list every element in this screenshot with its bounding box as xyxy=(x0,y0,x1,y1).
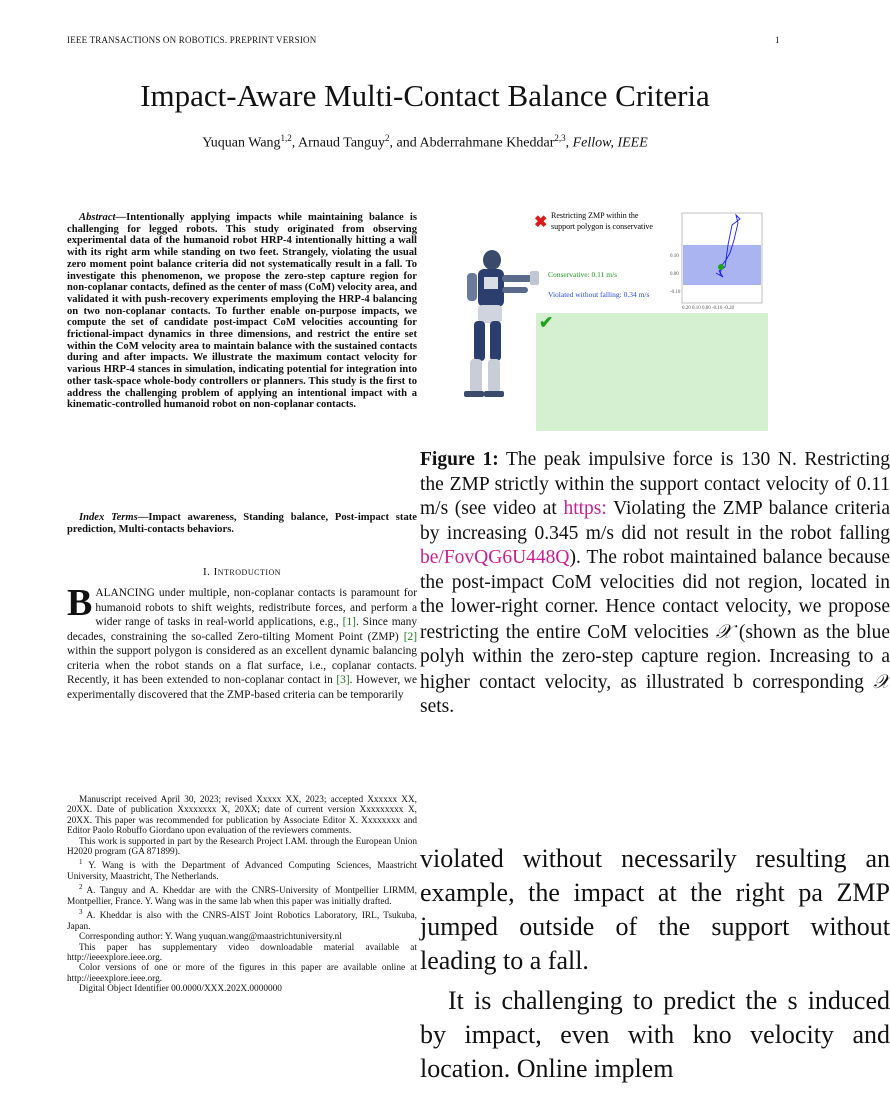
com-marker xyxy=(718,264,724,270)
restrict-label-2: support polygon is conservative xyxy=(551,222,653,231)
section-heading xyxy=(67,566,417,578)
footnote-doi: Digital Object Identifier 00.0000/XXX.202X.0000000 xyxy=(79,984,282,995)
check-icon: ✔ xyxy=(539,313,554,332)
robot-image xyxy=(464,250,539,397)
video-link-1[interactable]: https: xyxy=(563,498,607,519)
cross-icon: ✖ xyxy=(534,214,548,231)
figure-caption xyxy=(420,448,890,720)
math-symbol: 𝒳 xyxy=(715,619,733,643)
abstract-text: —Intentionally applying impacts while maintaining balance is challenging for legged robots. This study originated from observing experimental data of the humanoid robot HRP-4 intentionally hitting a wall with its right arm while standing on two feet. Strangely, violating the usual zero moment point balance criteria did not systematically result in a fall. To investigate this phenomenon, we propose the zero-step capture region for non-coplanar contacts, defined as the center of mass (CoM) velocity area, and validated it with push-recovery experiments employing the HRP-4 balancing on two non-coplanar contacts. To further enable on-purpose impacts, we compute the set of candidate post-impact CoM velocities accounting for frictional-impact dynamics in three dimensions, and restrict the entire set within the CoM velocity area to maintain balance with the sustained contacts during and after impacts. We illustrate the maximum contact velocity for various HRP-4 stances in simulation, indicating potential for integration into other task-space whole-body controllers or planners. This study is the first to address the challenging problem of applying an intentional impact with a kinematic-controlled humanoid robot on non-coplanar contacts. xyxy=(67,212,417,411)
footnote-affil-3 xyxy=(67,907,417,932)
author-3-affil: 2,3 xyxy=(554,133,566,143)
section-title: Introduction xyxy=(213,566,282,578)
paper-title: Impact-Aware Multi-Contact Balance Criteria xyxy=(140,78,710,113)
intro-text-2: . Since many decades, constraining the so-called Zero-tilting Moment Point (ZMP) xyxy=(67,616,418,643)
footnote-corresponding: Corresponding author: Y. Wang yuquan.wang@maastrichtuniversity.nl xyxy=(79,932,342,943)
citation-2[interactable]: [2] xyxy=(403,630,417,643)
body-paragraph-2: It is challenging to predict the s induced by impact, even with kno velocity and location. Online implem xyxy=(420,986,890,1083)
footnote-mark: 2 xyxy=(79,883,83,892)
intro-text-1: ALANCING under multiple, non-coplanar contacts is paramount for humanoid robots to shift weights, redistribute forces, and perform a wider range of tasks in real-world applications, e.g., xyxy=(95,587,417,628)
figure-1 xyxy=(420,205,850,440)
intro-paragraph xyxy=(67,582,418,702)
citation-1[interactable]: [1] xyxy=(342,616,356,628)
page-number: 1 xyxy=(775,35,780,45)
inset-xtick: 0.20 0.10 0.00 -0.10 -0.20 xyxy=(682,306,735,311)
footnote-mark: 1 xyxy=(79,858,83,867)
success-panel xyxy=(536,313,768,431)
drop-cap: B xyxy=(67,582,93,624)
inset-ytick: 0.00 xyxy=(670,272,679,277)
math-symbol: 𝒳 xyxy=(873,669,890,693)
figure-1-graphic xyxy=(420,205,850,440)
author-fellow: Fellow, IEEE xyxy=(572,135,648,151)
caption-text-1: The peak impulsive force is 130 N. Restricting the ZMP strictly within the support contact velocity of 0.11 m/s (see video at xyxy=(420,449,890,519)
index-terms-text: —Impact awareness, Standing balance, Post-impact state prediction, Multi-contacts behaviors. xyxy=(67,512,417,535)
inset-ytick: 0.10 xyxy=(670,254,679,259)
footnote-funding: This work is supported in part by the Research Project I.AM. through the European Union H2020 program (GA 871899). xyxy=(67,836,417,858)
caption-label: Figure 1: xyxy=(420,449,499,470)
footnote-text: Y. Wang is with the Department of Advanced Computing Sciences, Maastricht University, Maastricht, The Netherlands. xyxy=(67,861,418,882)
violated-label: Violated without falling: 0.34 m/s xyxy=(548,290,650,299)
abstract xyxy=(67,212,417,411)
footnote-supplementary: This paper has supplementary video downloadable material available at http://ieeexplore.ieee.org. xyxy=(67,942,417,963)
intro-text-3: within the support polygon is considered as an excellent dynamic balancing criteria when the robot stands on a flat surface, i.e., coplanar contacts. Recently, it has been extended to non-coplanar contact in xyxy=(67,645,417,686)
index-terms xyxy=(67,512,417,535)
author-list: Yuquan Wang$^{1,2}$, Arnaud Tanguy$^2$, and Abderrahmane Kheddar$^{2,3}$, Fellow, IEEE xyxy=(202,133,648,151)
footnote-color: Color versions of one or more of the figures in this paper are available online at http://ieeexplore.ieee.org. xyxy=(67,963,417,984)
footnote-affil-1 xyxy=(67,857,417,882)
journal-header: IEEE TRANSACTIONS ON ROBOTICS. PREPRINT VERSION xyxy=(67,35,317,45)
caption-text-4: (shown as the blue polyh within the zero-step capture region. Increasing to a higher contact velocity, as illustrated b corresponding xyxy=(420,621,890,693)
caption-text-3: ). The robot maintained balance because the post-impact CoM velocities did not region, located in the lower-right corner. Hence contact velocity, we propose restricting the entire CoM velocities xyxy=(420,547,890,643)
author-1: Yuquan Wang xyxy=(202,135,281,151)
citation-3[interactable]: [3] xyxy=(336,674,350,686)
author-1-affil: 1,2 xyxy=(280,133,292,143)
intro-text-4: . However, we experimentally discovered that the ZMP-based criteria can be temporarily xyxy=(67,674,418,701)
inset-plot xyxy=(670,213,762,311)
abstract-label: Abstract xyxy=(79,212,116,223)
author-2-affil: 2 xyxy=(385,133,390,143)
inset-ytick: -0.10 xyxy=(670,290,681,295)
footnote-text: A. Tanguy and A. Kheddar are with the CNRS-University of Montpellier LIRMM, Montpellier, France. Y. Wang was in the same lab when this paper was initially drafted. xyxy=(67,886,418,907)
footnote-manuscript: Manuscript received April 30, 2023; revised Xxxxx XX, 2023; accepted Xxxxxx XX, 20XX. Date of publication Xxxxxxxx X, 20XX; date of current version Xxxxxxxxx X, 20XX. This paper was recommended for publication by Associate Editor X. Xxxxxxxx and Editor Paolo Robuffo Giordano upon evaluation of the reviewers comments. xyxy=(67,795,417,837)
author-2: Arnaud Tanguy xyxy=(298,135,386,151)
caption-text-2: Violating the ZMP balance criteria by increasing 0.345 m/s did not result in the robot falling xyxy=(420,498,890,544)
author-3: and Abderrahmane Kheddar xyxy=(396,135,555,151)
footnote-mark: 3 xyxy=(79,908,83,917)
video-link-2[interactable]: be/FovQG6U448Q xyxy=(420,547,570,568)
footnote-affil-2 xyxy=(67,882,417,907)
footnote-text: A. Kheddar is also with the CNRS-AIST Joint Robotics Laboratory, IRL, Tsukuba, Japan. xyxy=(67,911,418,932)
section-number: I. xyxy=(202,566,211,578)
right-column-body xyxy=(420,842,890,1086)
body-paragraph-1: violated without necessarily resulting an example, the impact at the right pa ZMP jumped outside of the support without leading to a fall. xyxy=(420,844,890,975)
caption-text-5: sets. xyxy=(420,696,455,717)
restrict-label: Restricting ZMP within the xyxy=(551,211,639,220)
index-terms-label: Index Terms xyxy=(79,512,138,523)
footnotes xyxy=(67,795,417,995)
conservative-label: Conservative: 0.11 m/s xyxy=(548,270,618,279)
